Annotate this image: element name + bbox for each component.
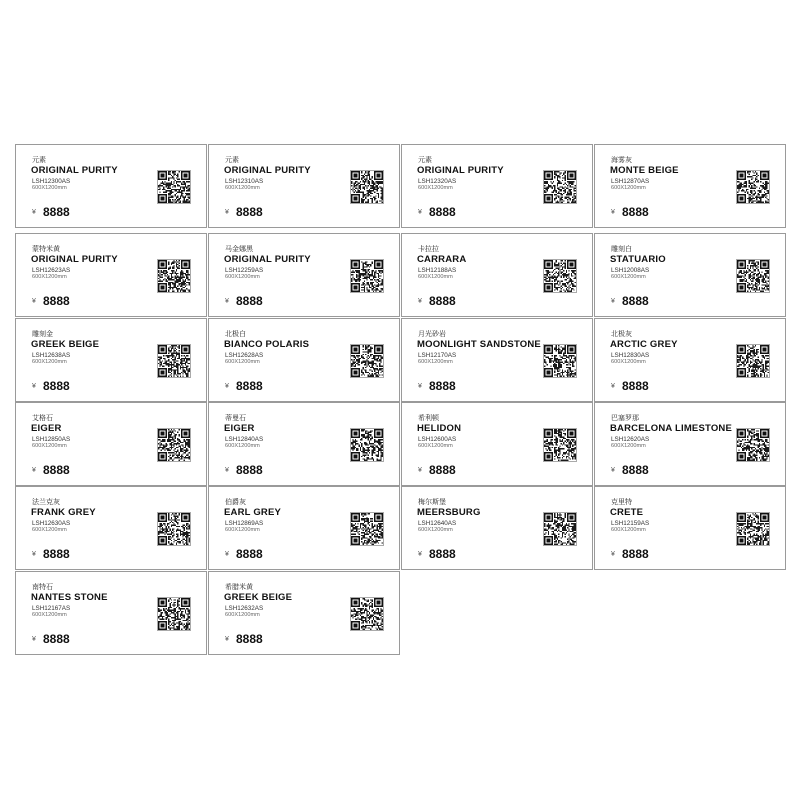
currency-symbol: ¥ xyxy=(225,209,229,216)
price: 8888 xyxy=(43,632,70,646)
chinese-product-name: 雕刻白 xyxy=(611,246,632,253)
product-size: 600X1200mm xyxy=(225,612,260,618)
product-code: LSH12830AS xyxy=(611,352,650,359)
product-label-card xyxy=(208,486,400,570)
currency-symbol: ¥ xyxy=(418,209,422,216)
product-size: 600X1200mm xyxy=(32,612,67,618)
currency-symbol: ¥ xyxy=(32,209,36,216)
product-size: 600X1200mm xyxy=(32,359,67,365)
qr-code xyxy=(157,428,191,462)
product-code: LSH12008AS xyxy=(611,267,650,274)
product-label-card xyxy=(208,144,400,228)
product-code: LSH12632AS xyxy=(225,605,264,612)
product-code: LSH12259AS xyxy=(225,267,264,274)
price: 8888 xyxy=(236,463,263,477)
price: 8888 xyxy=(43,463,70,477)
currency-symbol: ¥ xyxy=(611,209,615,216)
product-code: LSH12310AS xyxy=(225,178,264,185)
currency-symbol: ¥ xyxy=(225,636,229,643)
english-product-name: MOONLIGHT SANDSTONE xyxy=(417,339,541,350)
product-size: 600X1200mm xyxy=(32,443,67,449)
product-size: 600X1200mm xyxy=(225,359,260,365)
currency-symbol: ¥ xyxy=(32,467,36,474)
product-label-card xyxy=(594,318,786,402)
chinese-product-name: 北极白 xyxy=(225,331,246,338)
product-code: LSH12320AS xyxy=(418,178,457,185)
qr-code xyxy=(157,259,191,293)
currency-symbol: ¥ xyxy=(418,298,422,305)
qr-code xyxy=(736,344,770,378)
chinese-product-name: 法兰克灰 xyxy=(32,499,60,506)
qr-code xyxy=(157,512,191,546)
chinese-product-name: 元素 xyxy=(225,157,239,164)
qr-code xyxy=(736,170,770,204)
chinese-product-name: 希利顿 xyxy=(418,415,439,422)
chinese-product-name: 梅尔斯堡 xyxy=(418,499,446,506)
product-code: LSH12167AS xyxy=(32,605,71,612)
price: 8888 xyxy=(622,547,649,561)
currency-symbol: ¥ xyxy=(32,383,36,390)
price: 8888 xyxy=(622,294,649,308)
currency-symbol: ¥ xyxy=(32,551,36,558)
chinese-product-name: 马金娜黑 xyxy=(225,246,253,253)
chinese-product-name: 卡拉拉 xyxy=(418,246,439,253)
product-label-card xyxy=(15,402,207,486)
english-product-name: BIANCO POLARIS xyxy=(224,339,310,350)
chinese-product-name: 元素 xyxy=(418,157,432,164)
currency-symbol: ¥ xyxy=(611,383,615,390)
product-code: LSH12640AS xyxy=(418,520,457,527)
currency-symbol: ¥ xyxy=(418,383,422,390)
product-size: 600X1200mm xyxy=(225,443,260,449)
product-label-card xyxy=(594,144,786,228)
price: 8888 xyxy=(429,379,456,393)
product-size: 600X1200mm xyxy=(611,443,646,449)
qr-code xyxy=(543,170,577,204)
english-product-name: MEERSBURG xyxy=(417,507,481,518)
qr-code xyxy=(350,344,384,378)
price: 8888 xyxy=(236,632,263,646)
english-product-name: HELIDON xyxy=(417,423,462,434)
currency-symbol: ¥ xyxy=(225,383,229,390)
product-code: LSH12869AS xyxy=(225,520,264,527)
price: 8888 xyxy=(429,547,456,561)
product-size: 600X1200mm xyxy=(418,185,453,191)
price: 8888 xyxy=(236,294,263,308)
product-size: 600X1200mm xyxy=(418,527,453,533)
product-label-card xyxy=(401,144,593,228)
product-label-card xyxy=(15,571,207,655)
product-code: LSH12870AS xyxy=(611,178,650,185)
product-size: 600X1200mm xyxy=(611,359,646,365)
chinese-product-name: 南特石 xyxy=(32,584,53,591)
product-label-card xyxy=(594,486,786,570)
currency-symbol: ¥ xyxy=(225,551,229,558)
price: 8888 xyxy=(236,547,263,561)
chinese-product-name: 克里特 xyxy=(611,499,632,506)
price: 8888 xyxy=(236,379,263,393)
qr-code xyxy=(350,259,384,293)
price: 8888 xyxy=(622,379,649,393)
product-size: 600X1200mm xyxy=(225,185,260,191)
english-product-name: NANTES STONE xyxy=(31,592,108,603)
product-code: LSH12600AS xyxy=(418,436,457,443)
chinese-product-name: 希腊米黄 xyxy=(225,584,253,591)
chinese-product-name: 艾格石 xyxy=(32,415,53,422)
english-product-name: MONTE BEIGE xyxy=(610,165,679,176)
product-size: 600X1200mm xyxy=(32,527,67,533)
product-size: 600X1200mm xyxy=(225,274,260,280)
qr-code xyxy=(543,344,577,378)
currency-symbol: ¥ xyxy=(32,636,36,643)
product-code: LSH12638AS xyxy=(32,352,71,359)
chinese-product-name: 蒂曼石 xyxy=(225,415,246,422)
product-size: 600X1200mm xyxy=(225,527,260,533)
english-product-name: EIGER xyxy=(31,423,62,434)
english-product-name: ORIGINAL PURITY xyxy=(417,165,504,176)
english-product-name: CRETE xyxy=(610,507,644,518)
english-product-name: STATUARIO xyxy=(610,254,666,265)
price: 8888 xyxy=(236,205,263,219)
price: 8888 xyxy=(43,294,70,308)
currency-symbol: ¥ xyxy=(32,298,36,305)
product-size: 600X1200mm xyxy=(611,274,646,280)
product-size: 600X1200mm xyxy=(418,443,453,449)
chinese-product-name: 雕刻金 xyxy=(32,331,53,338)
product-label-card xyxy=(208,318,400,402)
product-size: 600X1200mm xyxy=(418,359,453,365)
product-label-card xyxy=(401,233,593,317)
english-product-name: GREEK BEIGE xyxy=(224,592,293,603)
qr-code xyxy=(543,512,577,546)
currency-symbol: ¥ xyxy=(418,551,422,558)
price: 8888 xyxy=(622,463,649,477)
product-code: LSH12159AS xyxy=(611,520,650,527)
qr-code xyxy=(350,512,384,546)
product-code: LSH12170AS xyxy=(418,352,457,359)
english-product-name: BARCELONA LIMESTONE xyxy=(610,423,733,434)
product-label-card xyxy=(401,486,593,570)
qr-code xyxy=(157,170,191,204)
chinese-product-name: 伯爵灰 xyxy=(225,499,246,506)
qr-code xyxy=(350,428,384,462)
qr-code xyxy=(736,259,770,293)
price: 8888 xyxy=(43,379,70,393)
product-label-card xyxy=(15,144,207,228)
english-product-name: FRANK GREY xyxy=(31,507,96,518)
product-label-card xyxy=(594,233,786,317)
currency-symbol: ¥ xyxy=(611,551,615,558)
product-label-card xyxy=(15,233,207,317)
product-size: 600X1200mm xyxy=(418,274,453,280)
english-product-name: ORIGINAL PURITY xyxy=(31,254,118,265)
qr-code xyxy=(157,597,191,631)
price: 8888 xyxy=(622,205,649,219)
product-size: 600X1200mm xyxy=(32,274,67,280)
product-label-card xyxy=(208,233,400,317)
price: 8888 xyxy=(429,294,456,308)
currency-symbol: ¥ xyxy=(418,467,422,474)
currency-symbol: ¥ xyxy=(611,467,615,474)
product-size: 600X1200mm xyxy=(611,185,646,191)
english-product-name: ORIGINAL PURITY xyxy=(31,165,118,176)
currency-symbol: ¥ xyxy=(225,298,229,305)
qr-code xyxy=(736,512,770,546)
product-label-card xyxy=(401,318,593,402)
qr-code xyxy=(157,344,191,378)
english-product-name: ORIGINAL PURITY xyxy=(224,254,311,265)
english-product-name: ARCTIC GREY xyxy=(610,339,678,350)
product-size: 600X1200mm xyxy=(32,185,67,191)
currency-symbol: ¥ xyxy=(225,467,229,474)
currency-symbol: ¥ xyxy=(611,298,615,305)
chinese-product-name: 元素 xyxy=(32,157,46,164)
product-label-card xyxy=(15,318,207,402)
qr-code xyxy=(736,428,770,462)
product-code: LSH12300AS xyxy=(32,178,71,185)
chinese-product-name: 海雾灰 xyxy=(611,157,632,164)
qr-code xyxy=(350,597,384,631)
product-code: LSH12620AS xyxy=(611,436,650,443)
product-label-card xyxy=(208,571,400,655)
product-code: LSH12630AS xyxy=(32,520,71,527)
product-label-card xyxy=(401,402,593,486)
price: 8888 xyxy=(43,547,70,561)
product-code: LSH12188AS xyxy=(418,267,457,274)
product-code: LSH12850AS xyxy=(32,436,71,443)
price: 8888 xyxy=(429,205,456,219)
product-code: LSH12840AS xyxy=(225,436,264,443)
product-code: LSH12623AS xyxy=(32,267,71,274)
product-code: LSH12628AS xyxy=(225,352,264,359)
product-label-card xyxy=(594,402,786,486)
price: 8888 xyxy=(429,463,456,477)
english-product-name: CARRARA xyxy=(417,254,467,265)
chinese-product-name: 巴塞罗那 xyxy=(611,415,639,422)
english-product-name: GREEK BEIGE xyxy=(31,339,100,350)
chinese-product-name: 蒙特米黄 xyxy=(32,246,60,253)
product-size: 600X1200mm xyxy=(611,527,646,533)
product-label-card xyxy=(208,402,400,486)
chinese-product-name: 月光砂岩 xyxy=(418,331,446,338)
chinese-product-name: 北极灰 xyxy=(611,331,632,338)
price: 8888 xyxy=(43,205,70,219)
qr-code xyxy=(543,259,577,293)
english-product-name: EIGER xyxy=(224,423,255,434)
english-product-name: ORIGINAL PURITY xyxy=(224,165,311,176)
english-product-name: EARL GREY xyxy=(224,507,282,518)
qr-code xyxy=(350,170,384,204)
product-label-card xyxy=(15,486,207,570)
qr-code xyxy=(543,428,577,462)
